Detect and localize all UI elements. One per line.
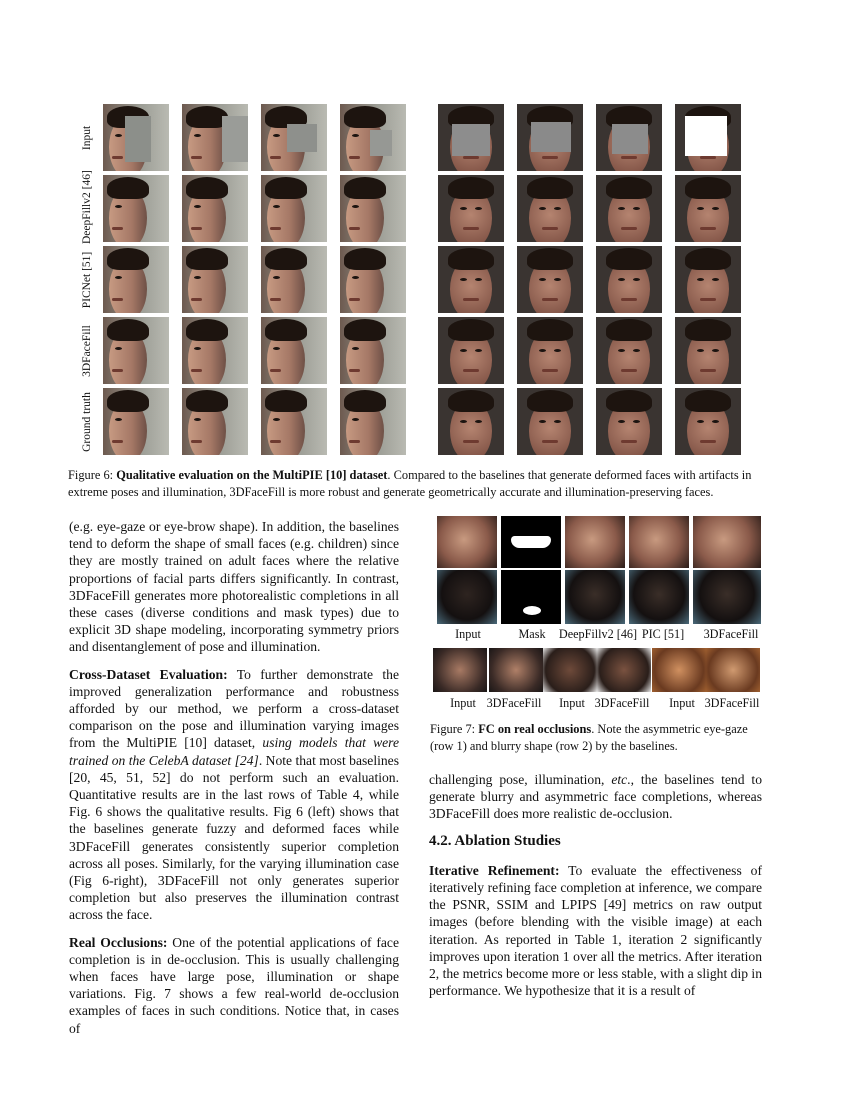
fig7-image-13 <box>597 648 651 692</box>
figure-7-caption-text: . Note the asymmetric eye-gaze (row 1) and blurry shape (row 2) by the baselines. <box>430 722 748 753</box>
fig6-image-r4-c0 <box>103 388 169 455</box>
fig6-image-r2-c2 <box>261 246 327 313</box>
fig6-image-r2-c0 <box>103 246 169 313</box>
fig7-bottom-label-input-3: Input <box>669 696 695 710</box>
fig6-image-r0-c6 <box>596 104 662 171</box>
fig7-image-6 <box>501 570 561 624</box>
fig6-image-r1-c6 <box>596 175 662 242</box>
fig6-image-r0-c1 <box>182 104 248 171</box>
fig6-image-r3-c0 <box>103 317 169 384</box>
figure-6-caption-title: Qualitative evaluation on the MultiPIE [10] dataset <box>116 468 388 482</box>
fig6-image-r4-c6 <box>596 388 662 455</box>
continuation-paragraph <box>429 771 762 823</box>
fig7-image-7 <box>565 570 625 624</box>
left-column <box>69 518 399 1047</box>
fig6-image-r3-c3 <box>340 317 406 384</box>
fig6-image-r4-c4 <box>438 388 504 455</box>
mask-mouth-shape <box>523 606 541 615</box>
iterative-refinement-text: To evaluate the effectiveness of iteratively refining face completion at inference, we compare the PSNR, SSIM and LPIPS [49] metrics on raw output images (before blending with the visible image) at each iteration. As reported in Table 1, iteration 2 significantly improves upon iteration 1 over all the metrics. After iteration 2, the metrics become more or less stable, with a slight dip in performance. We hypothesize that it is a result of <box>429 862 762 999</box>
fig7-image-0 <box>437 516 497 568</box>
figure-7-caption <box>430 721 762 755</box>
fig6-image-r2-c1 <box>182 246 248 313</box>
row-label-ground-truth: Ground truth <box>81 392 93 452</box>
fig6-image-r3-c6 <box>596 317 662 384</box>
fig7-image-5 <box>437 570 497 624</box>
fig7-image-9 <box>693 570 761 624</box>
real-occlusions-text: One of the potential applications of face completion is in de-occlusion. This is usually challenging when faces have large pose, illumination or shape variations. Fig. 7 shows a few real-world de-occlusion examples of faces in such conditions. Notice that, in cases of <box>69 934 399 1036</box>
figure-6-caption <box>68 467 784 501</box>
fig6-image-r2-c5 <box>517 246 583 313</box>
cross-dataset-text-b: . Note that most baselines [20, 45, 51, 52] do not perform such an evaluation. Quantitative results are in the last rows of Table 4, while Fig. 6 shows the qualitative results. Fig 6 (left) shows that the baselines generate fuzzy and deformed faces while 3DFaceFill generates consistently superior completion across all poses. Similarly, for the varying illumination case (Fig 6-right), 3DFaceFill not only generates superior completion but also preserves the illumination contrast across the face. <box>69 752 399 923</box>
fig6-image-r2-c3 <box>340 246 406 313</box>
cross-dataset-heading: Cross-Dataset Evaluation: <box>69 666 228 682</box>
fig6-image-r3-c5 <box>517 317 583 384</box>
fig7-label-pic: PIC [51] <box>641 627 685 641</box>
fig6-image-r0-c5 <box>517 104 583 171</box>
fig6-image-r0-c7 <box>675 104 741 171</box>
mask-sunglasses-shape <box>511 536 551 548</box>
row-label-deepfill: DeepFillv2 [46] <box>81 170 93 244</box>
fig6-image-r1-c3 <box>340 175 406 242</box>
continuation-text-a: challenging pose, illumination, <box>429 772 612 787</box>
fig7-image-2 <box>565 516 625 568</box>
figure-7-caption-title: FC on real occlusions <box>478 722 592 736</box>
figure-6-caption-text: . Compared to the baselines that generate deformed faces with artifacts in extreme poses and illumination, 3DFaceFill is more robust and generate geometrically accurate and illumination-preserving faces. <box>68 468 752 499</box>
fig7-bottom-label-input-1: Input <box>450 696 476 710</box>
fig6-image-r0-c0 <box>103 104 169 171</box>
fig7-image-11 <box>489 648 543 692</box>
intro-paragraph: (e.g. eye-gaze or eye-brow shape). In addition, the baselines tend to deform the shape of small faces (e.g. children) since they are mostly trained on adult faces where the relative proportions of facial parts differs significantly. In contrast, 3DFaceFill generates more photorealistic completions in all these cases (diverse conditions and mask types) due to explicit 3D shape modeling, incorporating symmetry priors and disentanglement of pose and illumination. <box>69 519 399 655</box>
section-title-ablation: 4.2. Ablation Studies <box>429 832 561 849</box>
fig7-image-15 <box>706 648 760 692</box>
fig7-image-1 <box>501 516 561 568</box>
iterative-refinement-paragraph <box>429 862 762 1000</box>
cross-dataset-italic: using models that were trained on the CelebA dataset [24] <box>69 735 400 768</box>
figure-7-caption-label: Figure 7: <box>430 722 476 736</box>
fig7-bottom-label-input-2: Input <box>559 696 585 710</box>
fig6-image-r1-c4 <box>438 175 504 242</box>
fig6-image-r3-c7 <box>675 317 741 384</box>
fig7-image-12 <box>543 648 597 692</box>
fig6-image-r0-c2 <box>261 104 327 171</box>
fig6-image-r1-c7 <box>675 175 741 242</box>
fig7-bottom-label-fill-1: 3DFaceFill <box>486 696 542 710</box>
figure-6-caption-label: Figure 6: <box>68 468 114 482</box>
fig7-bottom-label-fill-2: 3DFaceFill <box>594 696 650 710</box>
fig7-image-14 <box>652 648 706 692</box>
fig6-image-r1-c1 <box>182 175 248 242</box>
fig6-image-r3-c1 <box>182 317 248 384</box>
fig7-image-4 <box>693 516 761 568</box>
fig6-image-r2-c7 <box>675 246 741 313</box>
real-occlusions-paragraph <box>69 934 399 1037</box>
fig7-image-8 <box>629 570 689 624</box>
fig7-label-3dfacefill: 3DFaceFill <box>703 627 759 641</box>
row-label-3dfacefill: 3DFaceFill <box>81 325 93 377</box>
fig6-image-r4-c2 <box>261 388 327 455</box>
row-label-input: Input <box>81 125 93 151</box>
fig6-image-r2-c6 <box>596 246 662 313</box>
fig7-image-10 <box>433 648 487 692</box>
fig7-label-deepfill: DeepFillv2 [46] <box>558 627 638 641</box>
right-column <box>429 771 762 1009</box>
row-label-picnet: PICNet [51] <box>81 251 93 309</box>
fig6-image-r3-c2 <box>261 317 327 384</box>
fig6-image-r4-c5 <box>517 388 583 455</box>
fig6-image-r0-c4 <box>438 104 504 171</box>
fig7-label-mask: Mask <box>518 627 546 641</box>
fig6-image-r1-c0 <box>103 175 169 242</box>
fig6-image-r0-c3 <box>340 104 406 171</box>
fig7-bottom-label-fill-3: 3DFaceFill <box>704 696 760 710</box>
iterative-refinement-heading: Iterative Refinement: <box>429 862 560 878</box>
continuation-text-b: ., the baselines tend to generate blurry and asymmetric face completions, whereas 3DFaceFill does more realistic de-occlusion. <box>429 772 763 822</box>
continuation-italic: etc <box>611 772 628 787</box>
fig7-image-3 <box>629 516 689 568</box>
fig6-image-r1-c5 <box>517 175 583 242</box>
fig6-image-r2-c4 <box>438 246 504 313</box>
fig6-image-r1-c2 <box>261 175 327 242</box>
fig6-image-r4-c7 <box>675 388 741 455</box>
real-occlusions-heading: Real Occlusions: <box>69 934 168 950</box>
fig6-image-r4-c3 <box>340 388 406 455</box>
cross-dataset-paragraph <box>69 666 399 924</box>
fig6-image-r3-c4 <box>438 317 504 384</box>
fig6-image-r4-c1 <box>182 388 248 455</box>
fig7-label-input: Input <box>455 627 481 641</box>
cross-dataset-text-a: To further demonstrate the improved generalization performance and robustness afforded by our method, we perform a cross-dataset comparison on the pose and illumination varying images from the MultiPIE [10] dataset, <box>69 666 399 751</box>
